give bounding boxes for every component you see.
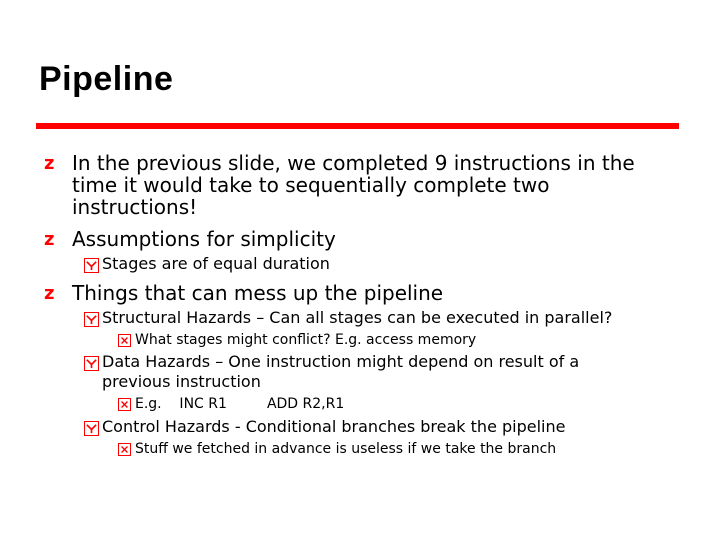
bullet-text-line: What stages might conflict? E.g. access memory: [135, 332, 477, 348]
z-bullet-icon: z: [44, 229, 55, 250]
sub-bullet-item: [102, 417, 565, 437]
bullet-text-line: Stages are of equal duration: [102, 254, 330, 273]
bullet-text-line: Stuff we fetched in advance is useless if we take the branch: [135, 441, 557, 457]
bullet-item: [44, 151, 635, 219]
sub-bullet-item: [102, 308, 612, 328]
bullet-item: [44, 227, 336, 251]
sub-sub-bullet-item: [135, 440, 556, 458]
x-box-icon: [118, 443, 131, 456]
bullet-text-line: Things that can mess up the pipeline: [72, 281, 444, 305]
check-box-icon: [84, 312, 99, 327]
bullet-text-line: Assumptions for simplicity: [72, 227, 336, 251]
bullet-text-line: time it would take to sequentially complete two: [72, 173, 550, 197]
x-box-icon: [118, 334, 131, 347]
bullet-text-line: In the previous slide, we completed 9 instructions in the: [72, 151, 635, 175]
bullet-text-line: E.g. INC R1 ADD R2,R1: [135, 396, 345, 412]
sub-bullet-item: [102, 254, 330, 274]
check-box-icon: [84, 258, 99, 273]
check-box-icon: [84, 421, 99, 436]
sub-sub-bullet-item: [135, 395, 344, 413]
bullet-text-line: Control Hazards - Conditional branches break the pipeline: [102, 417, 566, 436]
sub-sub-bullet-item: [135, 331, 476, 349]
bullet-text-line: previous instruction: [102, 372, 261, 391]
bullet-item: [44, 281, 444, 305]
check-box-icon: [84, 356, 99, 371]
x-box-icon: [118, 398, 131, 411]
title-divider: [36, 123, 679, 129]
bullet-text-line: Data Hazards – One instruction might depend on result of a: [102, 352, 580, 371]
slide-title: Pipeline: [39, 60, 174, 98]
bullet-text-line: Structural Hazards – Can all stages can be executed in parallel?: [102, 308, 613, 327]
z-bullet-icon: z: [44, 153, 55, 174]
bullet-text-line: instructions!: [72, 195, 198, 219]
z-bullet-icon: z: [44, 283, 55, 304]
sub-bullet-item: [102, 352, 579, 392]
